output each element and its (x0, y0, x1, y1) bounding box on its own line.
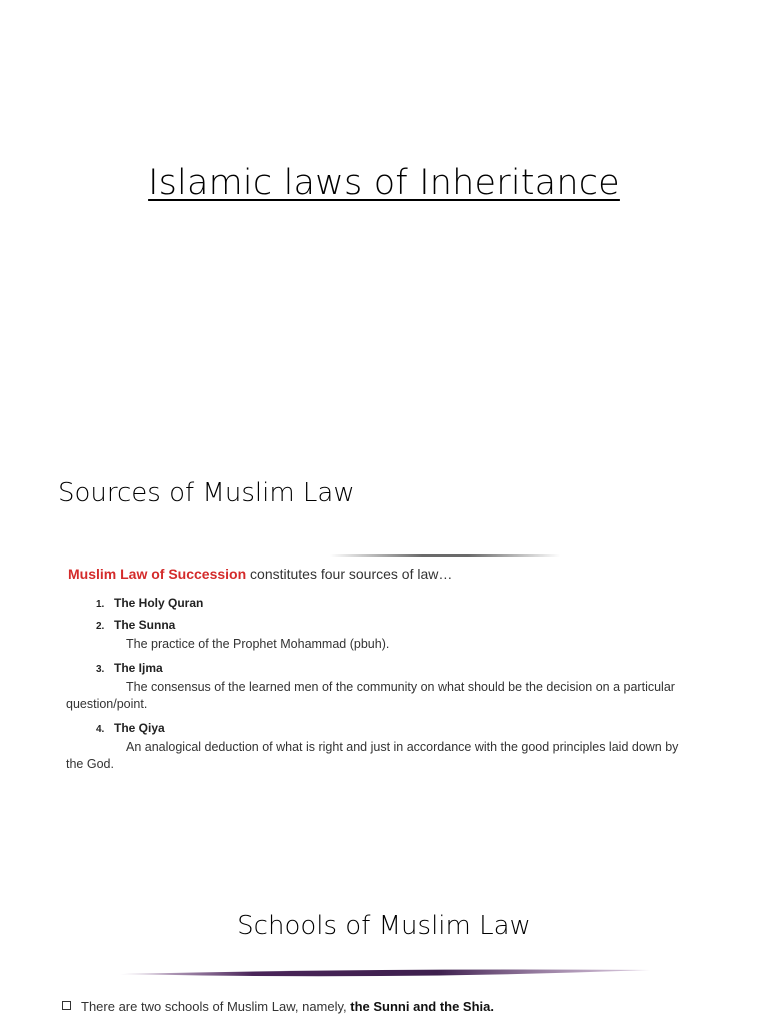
item-number: 4. (96, 724, 105, 735)
schools-line-bold: the Sunni and the Shia. (350, 999, 494, 1014)
item-number: 3. (96, 664, 105, 675)
page-title: Islamic laws of Inheritance (148, 163, 620, 203)
item-number: 2. (96, 621, 105, 632)
checkbox-bullet-icon (62, 1001, 71, 1010)
slide-divider (330, 554, 560, 557)
item-name: The Holy Quran (114, 596, 204, 610)
item-name: The Sunna (114, 618, 176, 632)
item-description: The consensus of the learned men of the community on what should be the decision on a particular question/point. (66, 680, 675, 711)
item-description: An analogical deduction of what is right and just in accordance with the good principles laid down by the God. (66, 740, 679, 771)
schools-heading: Schools of Muslim Law (237, 911, 531, 941)
sources-list (66, 592, 696, 777)
intro-highlight: Muslim Law of Succession (68, 566, 247, 582)
swoosh-divider (120, 968, 650, 980)
item-name: The Qiya (114, 721, 165, 735)
list-item (66, 657, 696, 713)
intro-line (68, 566, 452, 582)
schools-line (62, 999, 494, 1014)
sources-slide-image (60, 548, 710, 808)
item-number: 1. (96, 599, 105, 610)
list-item (96, 592, 696, 614)
intro-text: constitutes four sources of law… (246, 566, 453, 582)
schools-line-text: There are two schools of Muslim Law, namely, (81, 999, 351, 1014)
list-item (66, 717, 696, 773)
list-item (96, 614, 696, 653)
item-name: The Ijma (114, 661, 163, 675)
sources-heading: Sources of Muslim Law (58, 478, 355, 508)
item-description: The practice of the Prophet Mohammad (pbuh). (126, 637, 390, 651)
